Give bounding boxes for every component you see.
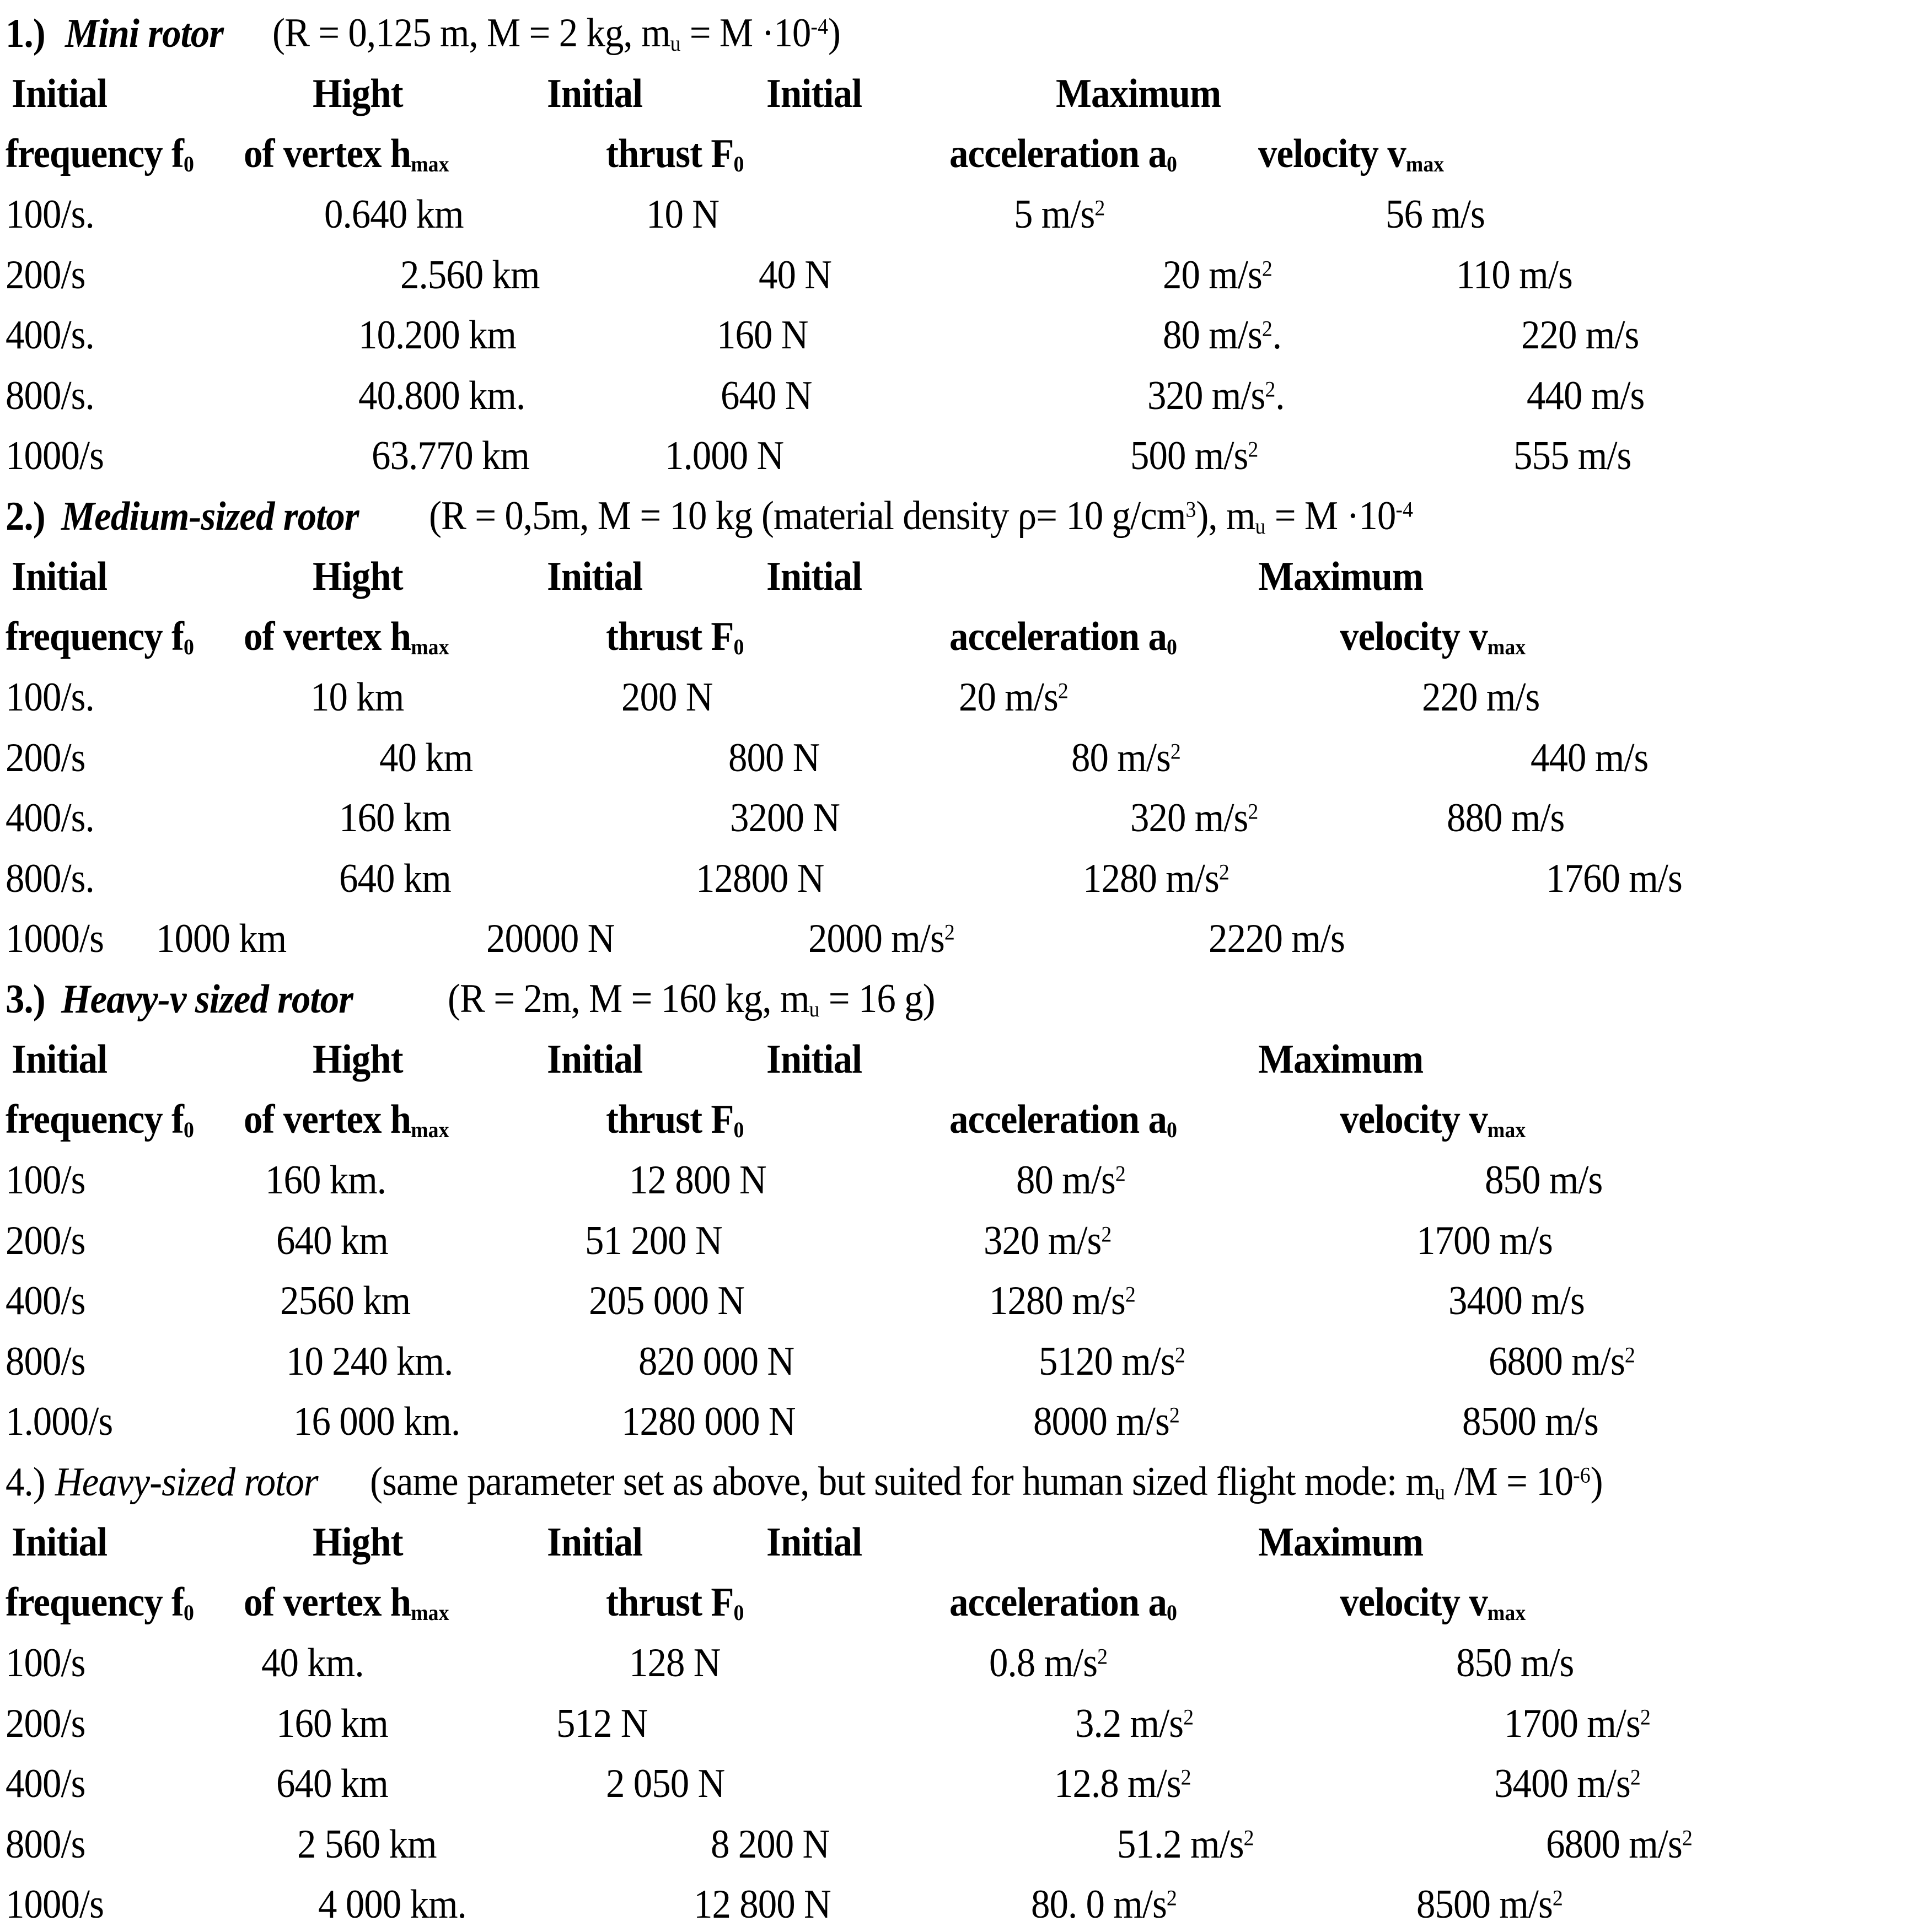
header-acceleration-a0: acceleration $a_0$: [949, 614, 1177, 660]
velocity-cell: 220 m/s: [1521, 313, 1639, 358]
frequency-cell: 800/s: [6, 1821, 85, 1867]
height-cell: 40 km: [379, 735, 473, 781]
frequency-cell: 400/s: [6, 1278, 85, 1324]
table-header-line-1: [0, 543, 1906, 604]
velocity-cell: 1700 m/s: [1416, 1218, 1553, 1263]
table-row: [0, 1751, 1906, 1811]
section-number: 2.): [6, 493, 46, 539]
header-initial-thrust: Initial: [547, 554, 643, 600]
header-maximum: Maximum: [1258, 554, 1423, 600]
section-title-line: [0, 1449, 1906, 1509]
thrust-cell: 640 N: [720, 373, 812, 418]
velocity-cell: 110 m/s: [1456, 252, 1572, 298]
section-number: 1.): [6, 10, 46, 56]
table-row: [0, 1207, 1906, 1268]
thrust-cell: 800 N: [728, 735, 820, 781]
height-cell: 1000 km: [156, 916, 287, 962]
header-initial-frequency: Initial: [11, 1520, 107, 1565]
header-maximum: Maximum: [1056, 71, 1221, 117]
table-row: [0, 845, 1906, 906]
acceleration-cell: 1280 $m/s^2$: [1082, 855, 1229, 901]
table-row: [0, 362, 1906, 423]
thrust-cell: 12 800 N: [629, 1158, 766, 1203]
header-frequency-f0: frequency $f_0$: [6, 131, 195, 177]
height-cell: 10.200 km: [358, 313, 516, 358]
acceleration-cell: 1280 $m/s^2$: [989, 1278, 1136, 1324]
thrust-cell: 128 N: [629, 1640, 721, 1686]
table-header-line-1: [0, 61, 1906, 121]
height-cell: 160 km: [276, 1700, 389, 1746]
table-row: [0, 664, 1906, 725]
table-header-line-2: [0, 121, 1906, 181]
acceleration-cell: 5 $m/s^2$: [1014, 192, 1105, 238]
header-initial-thrust: Initial: [547, 1520, 643, 1565]
velocity-cell: 880 m/s: [1446, 795, 1565, 841]
table-header-line-1: [0, 1026, 1906, 1087]
table-row: [0, 1690, 1906, 1751]
header-acceleration-a0: acceleration $a_0$: [949, 1097, 1177, 1143]
thrust-cell: 3200 N: [730, 795, 840, 841]
table-row: [0, 1328, 1906, 1389]
header-initial-frequency: Initial: [11, 71, 107, 117]
acceleration-cell: 12.8 $m/s^2$: [1054, 1761, 1191, 1807]
height-cell: 16 000 km.: [293, 1399, 460, 1445]
height-cell: 0.640 km: [324, 192, 464, 238]
table-row: [0, 181, 1906, 242]
frequency-cell: 800/s.: [6, 373, 95, 418]
header-thrust-f0: thrust $F_0$: [606, 131, 744, 177]
thrust-cell: 20000 N: [486, 916, 614, 962]
velocity-cell: 6800 $m/s^2$: [1545, 1821, 1693, 1867]
table-row: [0, 1389, 1906, 1449]
height-cell: 10 km: [310, 675, 404, 720]
acceleration-cell: 320 $m/s^2$.: [1147, 373, 1285, 418]
acceleration-cell: 80 $m/s^2$.: [1162, 313, 1281, 358]
header-frequency-f0: frequency $f_0$: [6, 1097, 195, 1143]
acceleration-cell: 80 $m/s^2$: [1071, 735, 1181, 781]
velocity-cell: 440 m/s: [1527, 373, 1645, 418]
frequency-cell: 400/s.: [6, 795, 95, 841]
table-row: [0, 302, 1906, 363]
velocity-cell: 56 m/s: [1386, 192, 1485, 238]
velocity-cell: 8500 $m/s^2$: [1416, 1882, 1563, 1928]
frequency-cell: 1000/s: [6, 916, 104, 962]
velocity-cell: 220 m/s: [1421, 675, 1540, 720]
header-acceleration-a0: acceleration $a_0$: [949, 1580, 1177, 1626]
velocity-cell: 3400 $m/s^2$: [1494, 1761, 1641, 1807]
acceleration-cell: 51.2 $m/s^2$: [1116, 1821, 1254, 1867]
velocity-cell: 850 m/s: [1485, 1158, 1603, 1203]
frequency-cell: 100/s: [6, 1158, 85, 1203]
section-title-line: [0, 483, 1906, 543]
acceleration-cell: 320 $m/s^2$: [1130, 795, 1259, 841]
header-hight: Hight: [312, 554, 403, 600]
header-maximum: Maximum: [1258, 1037, 1423, 1083]
height-cell: 2560 km: [280, 1278, 411, 1324]
frequency-cell: 200/s: [6, 252, 85, 298]
frequency-cell: 1.000/s: [6, 1399, 113, 1445]
acceleration-cell: 8000 $m/s^2$: [1033, 1399, 1180, 1445]
frequency-cell: 400/s: [6, 1761, 85, 1807]
acceleration-cell: 20 $m/s^2$: [958, 675, 1069, 720]
height-cell: 160 km.: [265, 1158, 386, 1203]
height-cell: 40 km.: [261, 1640, 364, 1686]
header-frequency-f0: frequency $f_0$: [6, 614, 195, 660]
section-title: Medium-sized rotor: [61, 493, 359, 539]
acceleration-cell: 5120 $m/s^2$: [1039, 1338, 1185, 1384]
thrust-cell: 2 050 N: [606, 1761, 725, 1807]
header-initial-acceleration: Initial: [766, 1520, 862, 1565]
section-title-line: [0, 966, 1906, 1026]
height-cell: 640 km: [339, 855, 452, 901]
frequency-cell: 200/s: [6, 1218, 85, 1263]
acceleration-cell: 2000 $m/s^2$: [808, 916, 955, 962]
height-cell: 2.560 km: [400, 252, 540, 298]
frequency-cell: 100/s: [6, 1640, 85, 1686]
header-hight: Hight: [312, 1037, 403, 1083]
table-row: [0, 906, 1906, 966]
table-row: [0, 785, 1906, 846]
section-title: Heavy-sized rotor: [55, 1459, 318, 1505]
velocity-cell: 8500 m/s: [1462, 1399, 1598, 1445]
table-row: [0, 1871, 1906, 1932]
frequency-cell: 800/s.: [6, 855, 95, 901]
height-cell: 40.800 km.: [358, 373, 525, 418]
header-velocity-vmax: velocity $v_{max}$: [1340, 1097, 1526, 1143]
acceleration-cell: 80. 0 $m/s^2$: [1031, 1882, 1178, 1928]
height-cell: 640 km: [276, 1761, 389, 1807]
height-cell: 10 240 km.: [286, 1338, 453, 1384]
thrust-cell: 205 000 N: [589, 1278, 745, 1324]
table-header-line-2: [0, 1086, 1906, 1147]
header-initial-frequency: Initial: [11, 554, 107, 600]
header-initial-acceleration: Initial: [766, 554, 862, 600]
frequency-cell: 800/s: [6, 1338, 85, 1384]
thrust-cell: 1.000 N: [665, 433, 784, 479]
frequency-cell: 1000/s: [6, 1882, 104, 1928]
header-initial-thrust: Initial: [547, 71, 643, 117]
thrust-cell: 820 000 N: [638, 1338, 794, 1384]
acceleration-cell: 0.8 $m/s^2$: [989, 1640, 1108, 1686]
table-row: [0, 241, 1906, 302]
header-of-vertex-hmax: of vertex $h_{max}$: [244, 131, 450, 177]
velocity-cell: 6800 $m/s^2$: [1488, 1338, 1635, 1384]
header-of-vertex-hmax: of vertex $h_{max}$: [244, 1097, 450, 1143]
acceleration-cell: 20 $m/s^2$: [1162, 252, 1273, 298]
section-parameters: (R = 2m, M = 160 kg, $m_u = 16$ g): [448, 976, 936, 1022]
section-number: 4.): [6, 1459, 46, 1505]
header-velocity-vmax: velocity $v_{max}$: [1340, 1580, 1526, 1626]
header-velocity-vmax: velocity $v_{max}$: [1340, 614, 1526, 660]
frequency-cell: 1000/s: [6, 433, 104, 479]
thrust-cell: 10 N: [646, 192, 719, 238]
thrust-cell: 200 N: [621, 675, 713, 720]
section-parameters: (R = 0,5m, M = 10 kg (material density ρ= 10 $g/cm^3$), $m_u = M \cdot 10^{-4}$: [428, 493, 1413, 539]
table-row: [0, 724, 1906, 785]
acceleration-cell: 3.2 $m/s^2$: [1075, 1700, 1194, 1746]
frequency-cell: 200/s: [6, 1700, 85, 1746]
table-row: [0, 1268, 1906, 1328]
acceleration-cell: 80 $m/s^2$: [1016, 1158, 1126, 1203]
section-title: Mini rotor: [65, 10, 223, 56]
frequency-cell: 200/s: [6, 735, 85, 781]
thrust-cell: 1280 000 N: [621, 1399, 796, 1445]
table-row: [0, 1630, 1906, 1691]
velocity-cell: 440 m/s: [1530, 735, 1649, 781]
section-title-line: [0, 0, 1906, 61]
section-number: 3.): [6, 976, 46, 1022]
velocity-cell: 555 m/s: [1513, 433, 1631, 479]
table-header-line-2: [0, 1569, 1906, 1630]
table-header-line-2: [0, 604, 1906, 664]
header-frequency-f0: frequency $f_0$: [6, 1580, 195, 1626]
header-initial-thrust: Initial: [547, 1037, 643, 1083]
height-cell: 4 000 km.: [318, 1882, 467, 1928]
thrust-cell: 51 200 N: [585, 1218, 723, 1263]
header-maximum: Maximum: [1258, 1520, 1423, 1565]
header-of-vertex-hmax: of vertex $h_{max}$: [244, 1580, 450, 1626]
table-header-line-1: [0, 1509, 1906, 1570]
section-title: Heavy-v sized rotor: [61, 976, 353, 1022]
height-cell: 2 560 km: [297, 1821, 437, 1867]
velocity-cell: 2220 m/s: [1208, 916, 1345, 962]
velocity-cell: 3400 m/s: [1448, 1278, 1585, 1324]
thrust-cell: 12800 N: [695, 855, 824, 901]
table-row: [0, 423, 1906, 483]
velocity-cell: 1760 m/s: [1545, 855, 1682, 901]
header-initial-acceleration: Initial: [766, 71, 862, 117]
frequency-cell: 100/s.: [6, 675, 95, 720]
section-parameters: (R = 0,125 m, M = 2 kg, $m_u = M \cdot 10^{-4}$): [272, 10, 841, 56]
velocity-cell: 850 m/s: [1456, 1640, 1574, 1686]
velocity-cell: 1700 $m/s^2$: [1504, 1700, 1651, 1746]
header-thrust-f0: thrust $F_0$: [606, 614, 744, 660]
acceleration-cell: 500 $m/s^2$: [1130, 433, 1259, 479]
header-thrust-f0: thrust $F_0$: [606, 1097, 744, 1143]
thrust-cell: 160 N: [716, 313, 808, 358]
header-thrust-f0: thrust $F_0$: [606, 1580, 744, 1626]
table-row: [0, 1147, 1906, 1208]
section-parameters: (same parameter set as above, but suited for human sized flight mode: $m_u$ $/M = 10^{-6}$): [369, 1459, 1603, 1505]
acceleration-cell: 320 $m/s^2$: [983, 1218, 1112, 1263]
header-hight: Hight: [312, 1520, 403, 1565]
thrust-cell: 512 N: [556, 1700, 648, 1746]
height-cell: 160 km: [339, 795, 452, 841]
table-row: [0, 1811, 1906, 1871]
header-acceleration-a0: acceleration $a_0$: [949, 131, 1177, 177]
header-hight: Hight: [312, 71, 403, 117]
frequency-cell: 100/s.: [6, 192, 95, 238]
height-cell: 63.770 km: [372, 433, 530, 479]
header-velocity-vmax: velocity $v_{max}$: [1258, 131, 1444, 177]
frequency-cell: 400/s.: [6, 313, 95, 358]
thrust-cell: 12 800 N: [694, 1882, 831, 1928]
thrust-cell: 8 200 N: [711, 1821, 830, 1867]
header-of-vertex-hmax: of vertex $h_{max}$: [244, 614, 450, 660]
thrust-cell: 40 N: [758, 252, 831, 298]
header-initial-acceleration: Initial: [766, 1037, 862, 1083]
header-initial-frequency: Initial: [11, 1037, 107, 1083]
height-cell: 640 km: [276, 1218, 389, 1263]
